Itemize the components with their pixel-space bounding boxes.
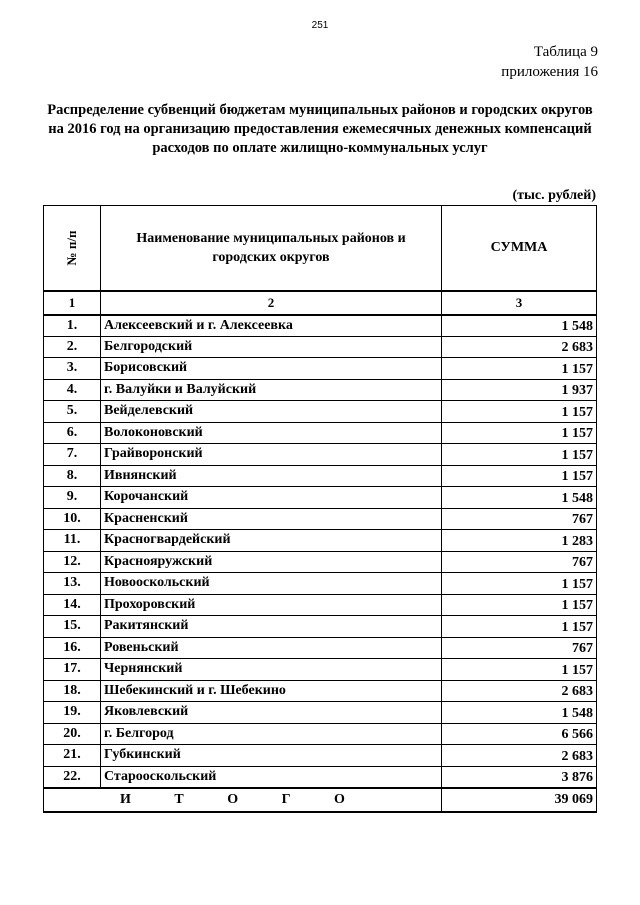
header-number-label: № п/п xyxy=(64,230,79,266)
row-number: 15. xyxy=(44,616,101,638)
table-row xyxy=(44,422,597,444)
row-sum: 3 876 xyxy=(442,766,597,788)
row-number: 9. xyxy=(44,487,101,509)
row-name: Новооскольский xyxy=(101,573,442,595)
table-ref-line1: Таблица 9 xyxy=(533,44,598,60)
row-number: 6. xyxy=(44,422,101,444)
table-row xyxy=(44,680,597,702)
column-number-2: 2 xyxy=(101,291,442,315)
row-name: Корочанский xyxy=(101,487,442,509)
row-sum: 6 566 xyxy=(442,723,597,745)
row-name: Чернянский xyxy=(101,659,442,681)
title-line2: на 2016 год на организацию предоставления ежемесячных денежных компенсаций xyxy=(48,121,592,137)
total-sum: 39 069 xyxy=(442,788,597,812)
row-number: 14. xyxy=(44,594,101,616)
page-number: 251 xyxy=(311,20,329,31)
row-name: Прохоровский xyxy=(101,594,442,616)
row-sum: 2 683 xyxy=(442,745,597,767)
header-number xyxy=(44,206,101,291)
title-line3: расходов по оплате жилищно-коммунальных услуг xyxy=(152,140,488,156)
header-name-line1: Наименование муниципальных районов и xyxy=(136,230,406,246)
row-name: Краснояружский xyxy=(101,551,442,573)
table-reference xyxy=(501,42,598,82)
row-sum: 2 683 xyxy=(442,680,597,702)
row-name: Волоконовский xyxy=(101,422,442,444)
row-name: Ровеньский xyxy=(101,637,442,659)
row-sum: 767 xyxy=(442,508,597,530)
table-row xyxy=(44,336,597,358)
row-name: Шебекинский и г. Шебекино xyxy=(101,680,442,702)
row-name: Губкинский xyxy=(101,745,442,767)
table-row xyxy=(44,401,597,423)
row-name: Яковлевский xyxy=(101,702,442,724)
unit-note: (тыс. рублей) xyxy=(512,188,596,203)
row-number: 4. xyxy=(44,379,101,401)
total-label: И Т О Г О xyxy=(44,788,442,812)
row-sum: 1 157 xyxy=(442,659,597,681)
header-sum: СУММА xyxy=(442,206,597,291)
row-sum: 1 283 xyxy=(442,530,597,552)
row-number: 10. xyxy=(44,508,101,530)
table-row xyxy=(44,315,597,337)
document-title xyxy=(40,101,600,158)
row-name: Ракитянский xyxy=(101,616,442,638)
subvention-table xyxy=(43,205,597,813)
row-sum: 1 548 xyxy=(442,315,597,337)
row-name: Алексеевский и г. Алексеевка xyxy=(101,315,442,337)
row-name: г. Белгород xyxy=(101,723,442,745)
title-line1: Распределение субвенций бюджетам муниципальных районов и городских округов xyxy=(47,102,593,118)
row-number: 2. xyxy=(44,336,101,358)
row-number: 12. xyxy=(44,551,101,573)
row-sum: 767 xyxy=(442,637,597,659)
row-number: 18. xyxy=(44,680,101,702)
table-row xyxy=(44,551,597,573)
row-sum: 1 157 xyxy=(442,422,597,444)
table-row xyxy=(44,487,597,509)
row-name: Ивнянский xyxy=(101,465,442,487)
header-row xyxy=(44,206,597,291)
row-sum: 1 157 xyxy=(442,465,597,487)
table-row xyxy=(44,766,597,788)
row-number: 13. xyxy=(44,573,101,595)
row-number: 11. xyxy=(44,530,101,552)
row-sum: 1 157 xyxy=(442,616,597,638)
row-name: Красненский xyxy=(101,508,442,530)
row-sum: 1 157 xyxy=(442,573,597,595)
table-row xyxy=(44,723,597,745)
header-name-line2: городских округов xyxy=(212,249,330,265)
table-body xyxy=(44,315,597,788)
row-sum: 1 548 xyxy=(442,487,597,509)
row-sum: 767 xyxy=(442,551,597,573)
table-row xyxy=(44,508,597,530)
column-number-row xyxy=(44,291,597,315)
column-number-3: 3 xyxy=(442,291,597,315)
total-row xyxy=(44,788,597,812)
row-name: Белгородский xyxy=(101,336,442,358)
row-name: Вейделевский xyxy=(101,401,442,423)
row-number: 3. xyxy=(44,358,101,380)
table-row xyxy=(44,358,597,380)
table-row xyxy=(44,659,597,681)
row-number: 17. xyxy=(44,659,101,681)
row-sum: 1 157 xyxy=(442,444,597,466)
table-row xyxy=(44,616,597,638)
row-sum: 2 683 xyxy=(442,336,597,358)
table-row xyxy=(44,444,597,466)
row-sum: 1 157 xyxy=(442,358,597,380)
header-name xyxy=(101,206,442,291)
row-number: 1. xyxy=(44,315,101,337)
table-row xyxy=(44,530,597,552)
row-number: 19. xyxy=(44,702,101,724)
row-number: 22. xyxy=(44,766,101,788)
row-number: 7. xyxy=(44,444,101,466)
table-ref-line2: приложения 16 xyxy=(501,64,598,80)
row-number: 21. xyxy=(44,745,101,767)
row-number: 20. xyxy=(44,723,101,745)
row-name: Грайворонский xyxy=(101,444,442,466)
row-name: г. Валуйки и Валуйский xyxy=(101,379,442,401)
row-number: 8. xyxy=(44,465,101,487)
table-row xyxy=(44,594,597,616)
row-sum: 1 937 xyxy=(442,379,597,401)
row-sum: 1 157 xyxy=(442,401,597,423)
table-row xyxy=(44,745,597,767)
table-row xyxy=(44,702,597,724)
row-number: 16. xyxy=(44,637,101,659)
row-name: Красногвардейский xyxy=(101,530,442,552)
row-sum: 1 157 xyxy=(442,594,597,616)
row-number: 5. xyxy=(44,401,101,423)
table-row xyxy=(44,465,597,487)
row-sum: 1 548 xyxy=(442,702,597,724)
table-row xyxy=(44,573,597,595)
row-name: Борисовский xyxy=(101,358,442,380)
table-row xyxy=(44,379,597,401)
column-number-1: 1 xyxy=(44,291,101,315)
row-name: Старооскольский xyxy=(101,766,442,788)
table-row xyxy=(44,637,597,659)
